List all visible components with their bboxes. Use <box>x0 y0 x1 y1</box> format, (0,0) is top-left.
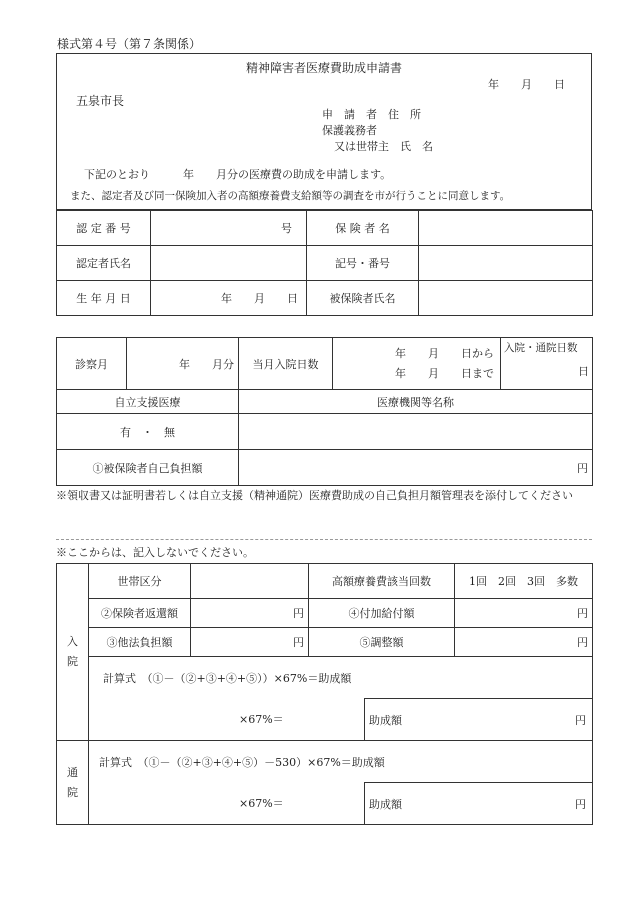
treatment-month-field[interactable] <box>127 338 239 390</box>
guardian-label: 保護義務者 <box>322 124 377 137</box>
inpatient-calc-field[interactable] <box>89 699 365 741</box>
other-law-unit: 円 <box>293 636 304 649</box>
form-number: 様式第４号（第７条関係） <box>57 37 202 51</box>
high-cost-count-options[interactable]: 1回 2回 3回 多数 <box>455 564 593 599</box>
inpatient-label: 入院 <box>57 564 89 741</box>
addressee: 五泉市長 <box>76 94 125 108</box>
symbol-number-field[interactable] <box>419 246 593 281</box>
other-law-field[interactable] <box>191 628 309 657</box>
adjustment-unit: 円 <box>577 636 588 649</box>
support-medical-label: 自立支援医療 <box>57 390 239 414</box>
support-yes-no[interactable]: 有 ・ 無 <box>57 414 239 450</box>
extra-benefit-field[interactable] <box>455 599 593 628</box>
insured-name-field[interactable] <box>419 281 593 316</box>
outpatient-calc-field[interactable] <box>89 783 365 825</box>
inpatient-days-label: 当月入院日数 <box>239 338 333 390</box>
body-text-request: 下記のとおり 年 月分の医療費の助成を申請します。 <box>84 168 392 181</box>
birth-date-value: 年 月 日 <box>221 292 298 305</box>
insurer-label: 保 険 者 名 <box>307 211 419 246</box>
applicant-info-table <box>56 210 593 316</box>
office-use-note: ※ここからは、記入しないでください。 <box>56 546 254 559</box>
cert-name-field[interactable] <box>151 246 307 281</box>
inpatient-grant-field[interactable] <box>365 699 593 741</box>
page-title: 精神障害者医療費助成申請書 <box>245 61 402 75</box>
birth-date-field[interactable] <box>151 281 307 316</box>
outpatient-label: 通院 <box>57 741 89 825</box>
outpatient-grant-unit: 円 <box>575 797 586 811</box>
refund-label: ②保険者返還額 <box>89 599 191 628</box>
inpatient-grant-unit: 円 <box>575 713 586 727</box>
household-field[interactable] <box>191 564 309 599</box>
refund-unit: 円 <box>293 607 304 620</box>
symbol-number-label: 記号・番号 <box>307 246 419 281</box>
adjustment-field[interactable] <box>455 628 593 657</box>
birth-date-label: 生 年 月 日 <box>57 281 151 316</box>
visit-days-unit: 日 <box>578 365 589 378</box>
cert-name-label: 認定者氏名 <box>57 246 151 281</box>
attachment-note: ※領収書又は証明書若しくは自立支援（精神通院）医療費助成の自己負担月額管理表を添付してください <box>56 489 573 502</box>
other-law-label: ③他法負担額 <box>89 628 191 657</box>
visit-days-label: 入院・通院日数 <box>504 342 578 354</box>
outpatient-grant-label: 助成額 <box>369 797 402 811</box>
insured-name-label: 被保険者氏名 <box>307 281 419 316</box>
cert-no-suffix: 号 <box>281 222 292 235</box>
high-cost-count-label: 高額療養費該当回数 <box>309 564 455 599</box>
office-calculation-table <box>56 563 593 825</box>
date-line: 年 月 日 <box>488 78 565 91</box>
period-from: 年 月 日から <box>395 346 494 360</box>
insurer-field[interactable] <box>419 211 593 246</box>
inpatient-grant-label: 助成額 <box>369 713 402 727</box>
treatment-table <box>56 337 593 486</box>
inpatient-formula: 計算式 （①－（②+③+④+⑤））×67%＝助成額 <box>89 657 593 699</box>
outpatient-grant-field[interactable] <box>365 783 593 825</box>
period-field[interactable] <box>333 338 501 390</box>
refund-field[interactable] <box>191 599 309 628</box>
cert-no-field[interactable] <box>151 211 307 246</box>
cert-no-label: 認 定 番 号 <box>57 211 151 246</box>
outpatient-x67: ×67%＝ <box>239 797 284 811</box>
applicant-address-label: 申 請 者 住 所 <box>322 108 421 121</box>
householder-name-label: 又は世帯主 氏 名 <box>334 140 433 153</box>
treatment-month-value: 年 月分 <box>179 357 234 371</box>
copay-label: ①被保険者自己負担額 <box>57 450 239 486</box>
facility-name-field[interactable] <box>239 414 593 450</box>
period-to: 年 月 日まで <box>395 366 494 380</box>
facility-name-label: 医療機関等名称 <box>239 390 593 414</box>
adjustment-label: ⑤調整額 <box>309 628 455 657</box>
visit-days-field[interactable] <box>501 338 593 390</box>
cut-line <box>56 539 592 540</box>
copay-unit: 円 <box>577 461 588 475</box>
household-label: 世帯区分 <box>89 564 191 599</box>
treatment-month-label: 診察月 <box>57 338 127 390</box>
body-text-consent: また、認定者及び同一保険加入者の高額療養費支給額等の調査を市が行うことに同意します。 <box>70 190 511 202</box>
extra-benefit-label: ④付加給付額 <box>309 599 455 628</box>
outpatient-formula: 計算式 （①－（②+③+④+⑤）－530）×67%＝助成額 <box>89 741 593 783</box>
extra-benefit-unit: 円 <box>577 607 588 620</box>
inpatient-x67: ×67%＝ <box>239 713 284 727</box>
copay-field[interactable] <box>239 450 593 486</box>
